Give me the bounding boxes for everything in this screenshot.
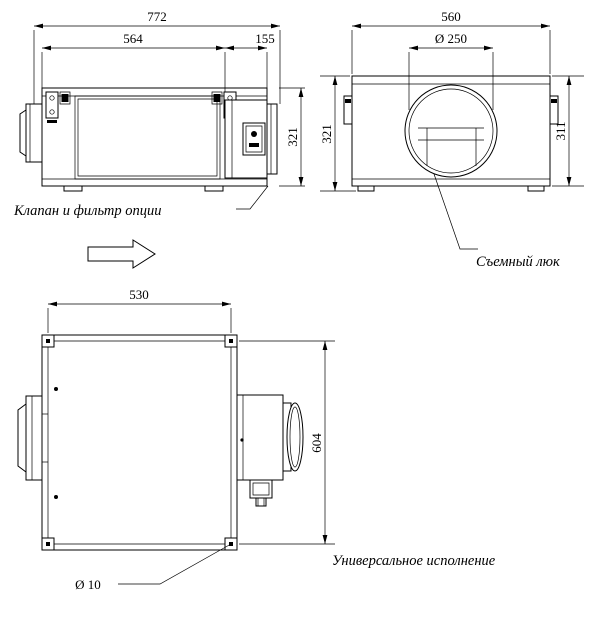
annotation-valve-filter: Клапан и фильтр опции (14, 203, 162, 219)
dim-321-front-label: 321 (319, 124, 334, 144)
dim-10-label: Ø 10 (75, 577, 101, 592)
dim-250-label: Ø 250 (434, 31, 468, 46)
plan-view (18, 287, 496, 592)
dim-311-label: 311 (553, 121, 568, 141)
front-elevation-view (319, 9, 584, 270)
annotation-universal-version: Универсальное исполнение (332, 553, 496, 569)
dim-321-side-label: 321 (285, 127, 300, 147)
dim-604-label: 604 (309, 433, 324, 453)
dim-560-label: 560 (441, 9, 461, 24)
dim-564-label: 564 (123, 31, 143, 46)
dim-530-label: 530 (129, 287, 149, 302)
dim-772-label: 772 (147, 9, 167, 24)
side-elevation-view (13, 9, 305, 268)
annotation-removable-hatch: Съемный люк (476, 254, 560, 270)
dim-155-label: 155 (255, 31, 275, 46)
